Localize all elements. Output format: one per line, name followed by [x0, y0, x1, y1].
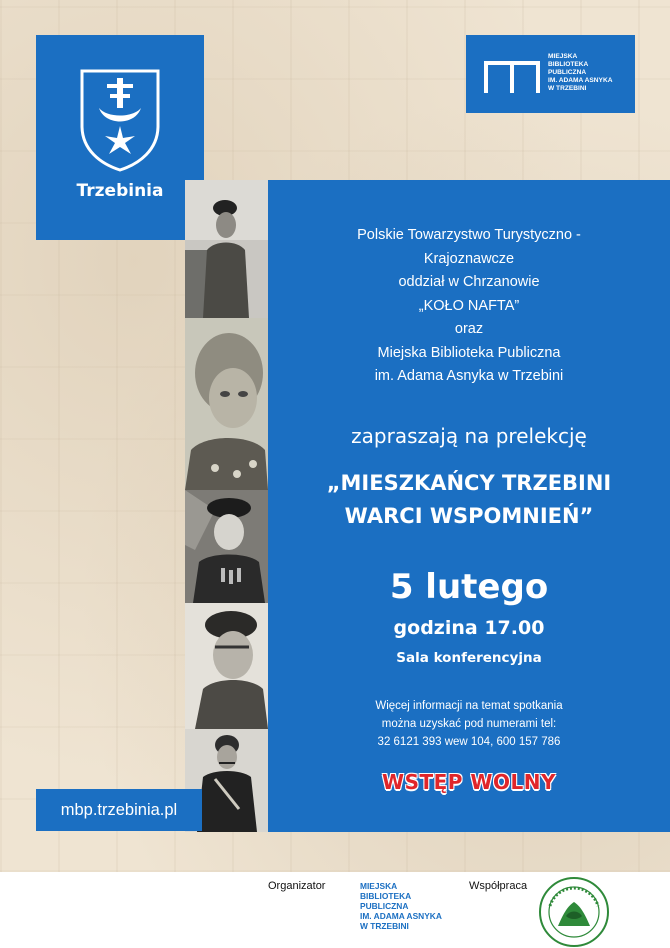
logo-line: BIBLIOTEKA [548, 61, 589, 68]
footer [0, 872, 670, 948]
event-hour: godzina 17.00 [393, 617, 545, 639]
footer-library-logo [360, 881, 450, 931]
footer-logo-line: PUBLICZNA [360, 901, 409, 911]
info-line: można uzyskać pod numerami tel: [381, 718, 557, 730]
crest-name: Trzebinia [76, 181, 164, 201]
photo-man-hat [185, 603, 268, 729]
event-room: Sala konferencyjna [396, 650, 542, 666]
logo-line: MIEJSKA [548, 53, 578, 60]
logo-line: W TRZEBINI [548, 85, 587, 92]
pttk-badge-icon [538, 876, 610, 948]
logo-line: IM. ADAMA ASNYKA [548, 77, 613, 84]
organizer-line: oraz [454, 321, 484, 337]
footer-logo-line: IM. ADAMA ASNYKA [360, 911, 442, 921]
photo-woman [185, 318, 268, 490]
photo-soldier [185, 180, 268, 318]
organizer-label: Organizator [268, 880, 326, 892]
organizer-line: im. Adama Asnyka w Trzebini [374, 368, 564, 384]
footer-logo-line: MIEJSKA [360, 881, 398, 891]
photo-strip [185, 180, 268, 832]
info-line: 32 6121 393 wew 104, 600 157 786 [377, 736, 561, 748]
library-logo-box [466, 35, 635, 113]
cooperation-label: Współpraca [469, 880, 528, 892]
organizers-block [268, 224, 670, 389]
event-date: 5 lutego [389, 567, 549, 607]
organizer-line: Krajoznawcze [423, 250, 515, 267]
organizer-line: oddział w Chrzanowie [398, 274, 540, 290]
footer-logo-line: BIBLIOTEKA [360, 891, 412, 901]
main-panel [268, 180, 670, 832]
logo-line: PUBLICZNA [548, 69, 587, 76]
photo-veteran [185, 490, 268, 603]
library-logo-icon [482, 55, 542, 95]
lecture-title [268, 467, 670, 533]
organizer-line: „KOŁO NAFTA” [418, 297, 520, 314]
coat-of-arms-icon [79, 68, 161, 172]
title-line: „MIESZKAŃCY TRZEBINI [326, 471, 612, 495]
title-line: WARCI WSPOMNIEŃ” [344, 504, 594, 528]
trzebinia-crest-box [36, 35, 204, 240]
organizer-line: Miejska Biblioteka Publiczna [377, 344, 561, 361]
free-entry: WSTĘP WOLNY [382, 770, 556, 794]
organizer-line: Polskie Towarzystwo Turystyczno - [357, 227, 581, 243]
footer-logo-line: W TRZEBINI [360, 921, 409, 931]
info-line: Więcej informacji na temat spotkania [375, 700, 563, 712]
contact-info [268, 697, 670, 751]
library-logo-text [548, 53, 632, 93]
invite-text: zapraszają na prelekcję [351, 424, 587, 448]
website-link[interactable]: mbp.trzebinia.pl [36, 789, 202, 831]
